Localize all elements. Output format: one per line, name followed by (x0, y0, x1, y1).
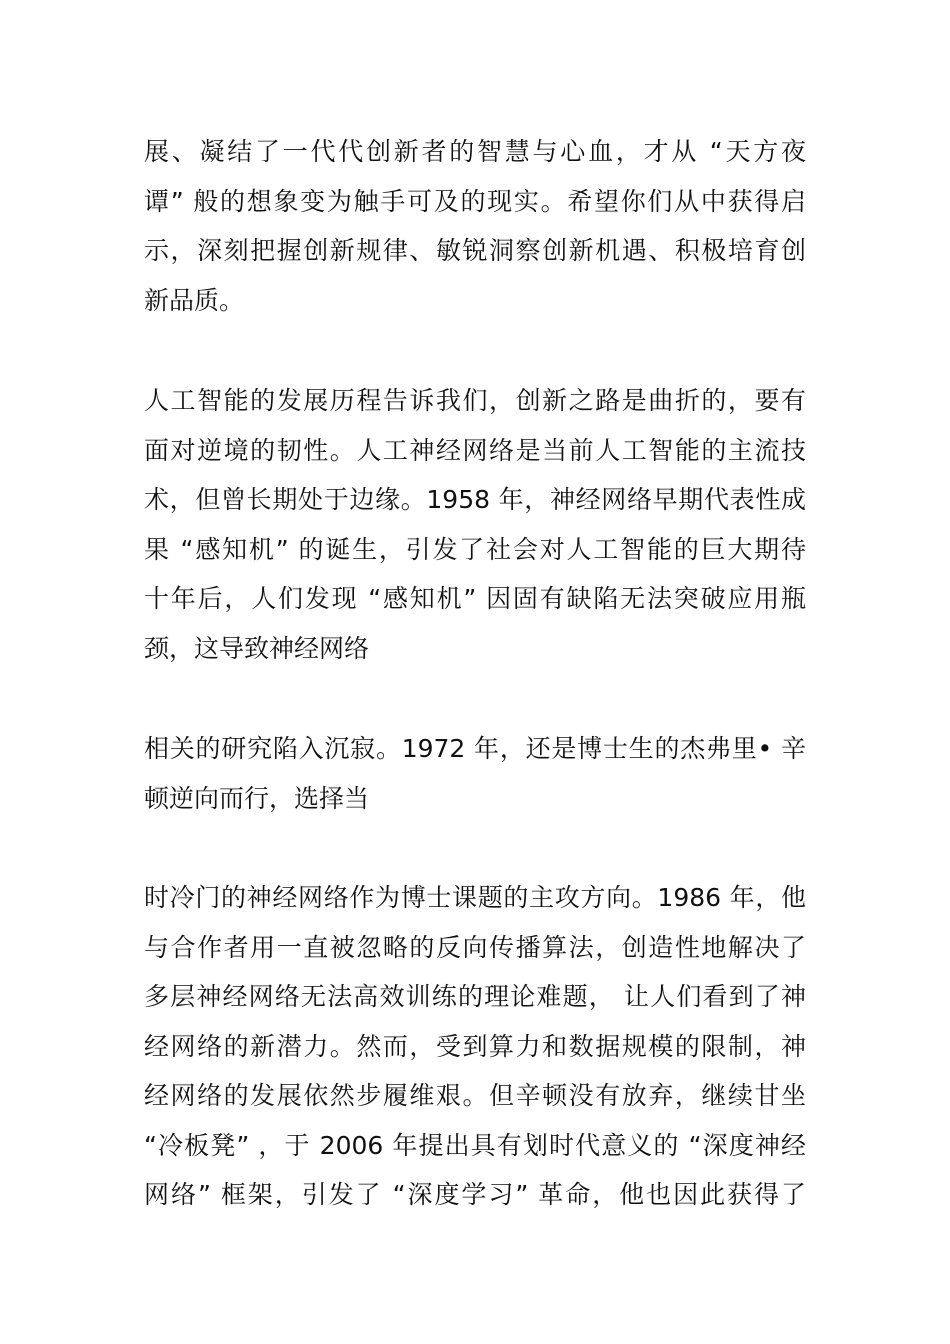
text-line: 经网络的新潜力。然而，受到算力和数据规模的限制，神 (144, 1031, 806, 1061)
text-line: 人工智能的发展历程告诉我们，创新之路是曲折的，要有 (144, 386, 806, 415)
paragraph-ai-history (144, 376, 806, 673)
text-line: 与合作者用一直被忽略的反向传播算法，创造性地解决了 (144, 932, 806, 962)
paragraph-hinton-choice (144, 724, 806, 823)
text-line: 顿逆向而行，选择当 (144, 783, 370, 813)
text-line: 颈，这导致神经网络 (144, 633, 370, 663)
paragraph-innovation-wisdom (144, 127, 806, 325)
text-line: 果 “感知机” 的诞生，引发了社会对人工智能的巨大期待 (144, 534, 806, 564)
text-line: 谭” 般的想象变为触手可及的现实。希望你们从中获得启 (144, 186, 806, 216)
text-line: 术，但曾长期处于边缘。1958 年，神经网络早期代表性成 (144, 485, 806, 514)
text-line: 示，深刻把握创新规律、敏锐洞察创新机遇、积极培育创 (144, 236, 806, 265)
text-line: 面对逆境的韧性。人工神经网络是当前人工智能的主流技 (144, 435, 806, 465)
text-line: 展、凝结了一代代创新者的智慧与心血，才从 “天方夜 (144, 137, 806, 166)
text-line: “冷板凳” ，于 2006 年提出具有划时代意义的 “深度神经 (144, 1130, 806, 1160)
text-line: 多层神经网络无法高效训练的理论难题， 让人们看到了神 (144, 982, 806, 1011)
text-line: 新品质。 (144, 285, 245, 315)
text-line: 经网络的发展依然步履维艰。但辛顿没有放弃，继续甘坐 (144, 1081, 806, 1110)
text-line: 网络” 框架，引发了 “深度学习” 革命，他也因此获得了 (144, 1180, 806, 1209)
paragraph-deep-learning (144, 873, 806, 1220)
text-line: 十年后，人们发现 “感知机” 因固有缺陷无法突破应用瓶 (144, 584, 806, 613)
text-line: 时冷门的神经网络作为博士课题的主攻方向。1986 年，他 (144, 883, 806, 912)
text-line: 相关的研究陷入沉寂。1972 年，还是博士生的杰弗里• 辛 (144, 734, 806, 763)
